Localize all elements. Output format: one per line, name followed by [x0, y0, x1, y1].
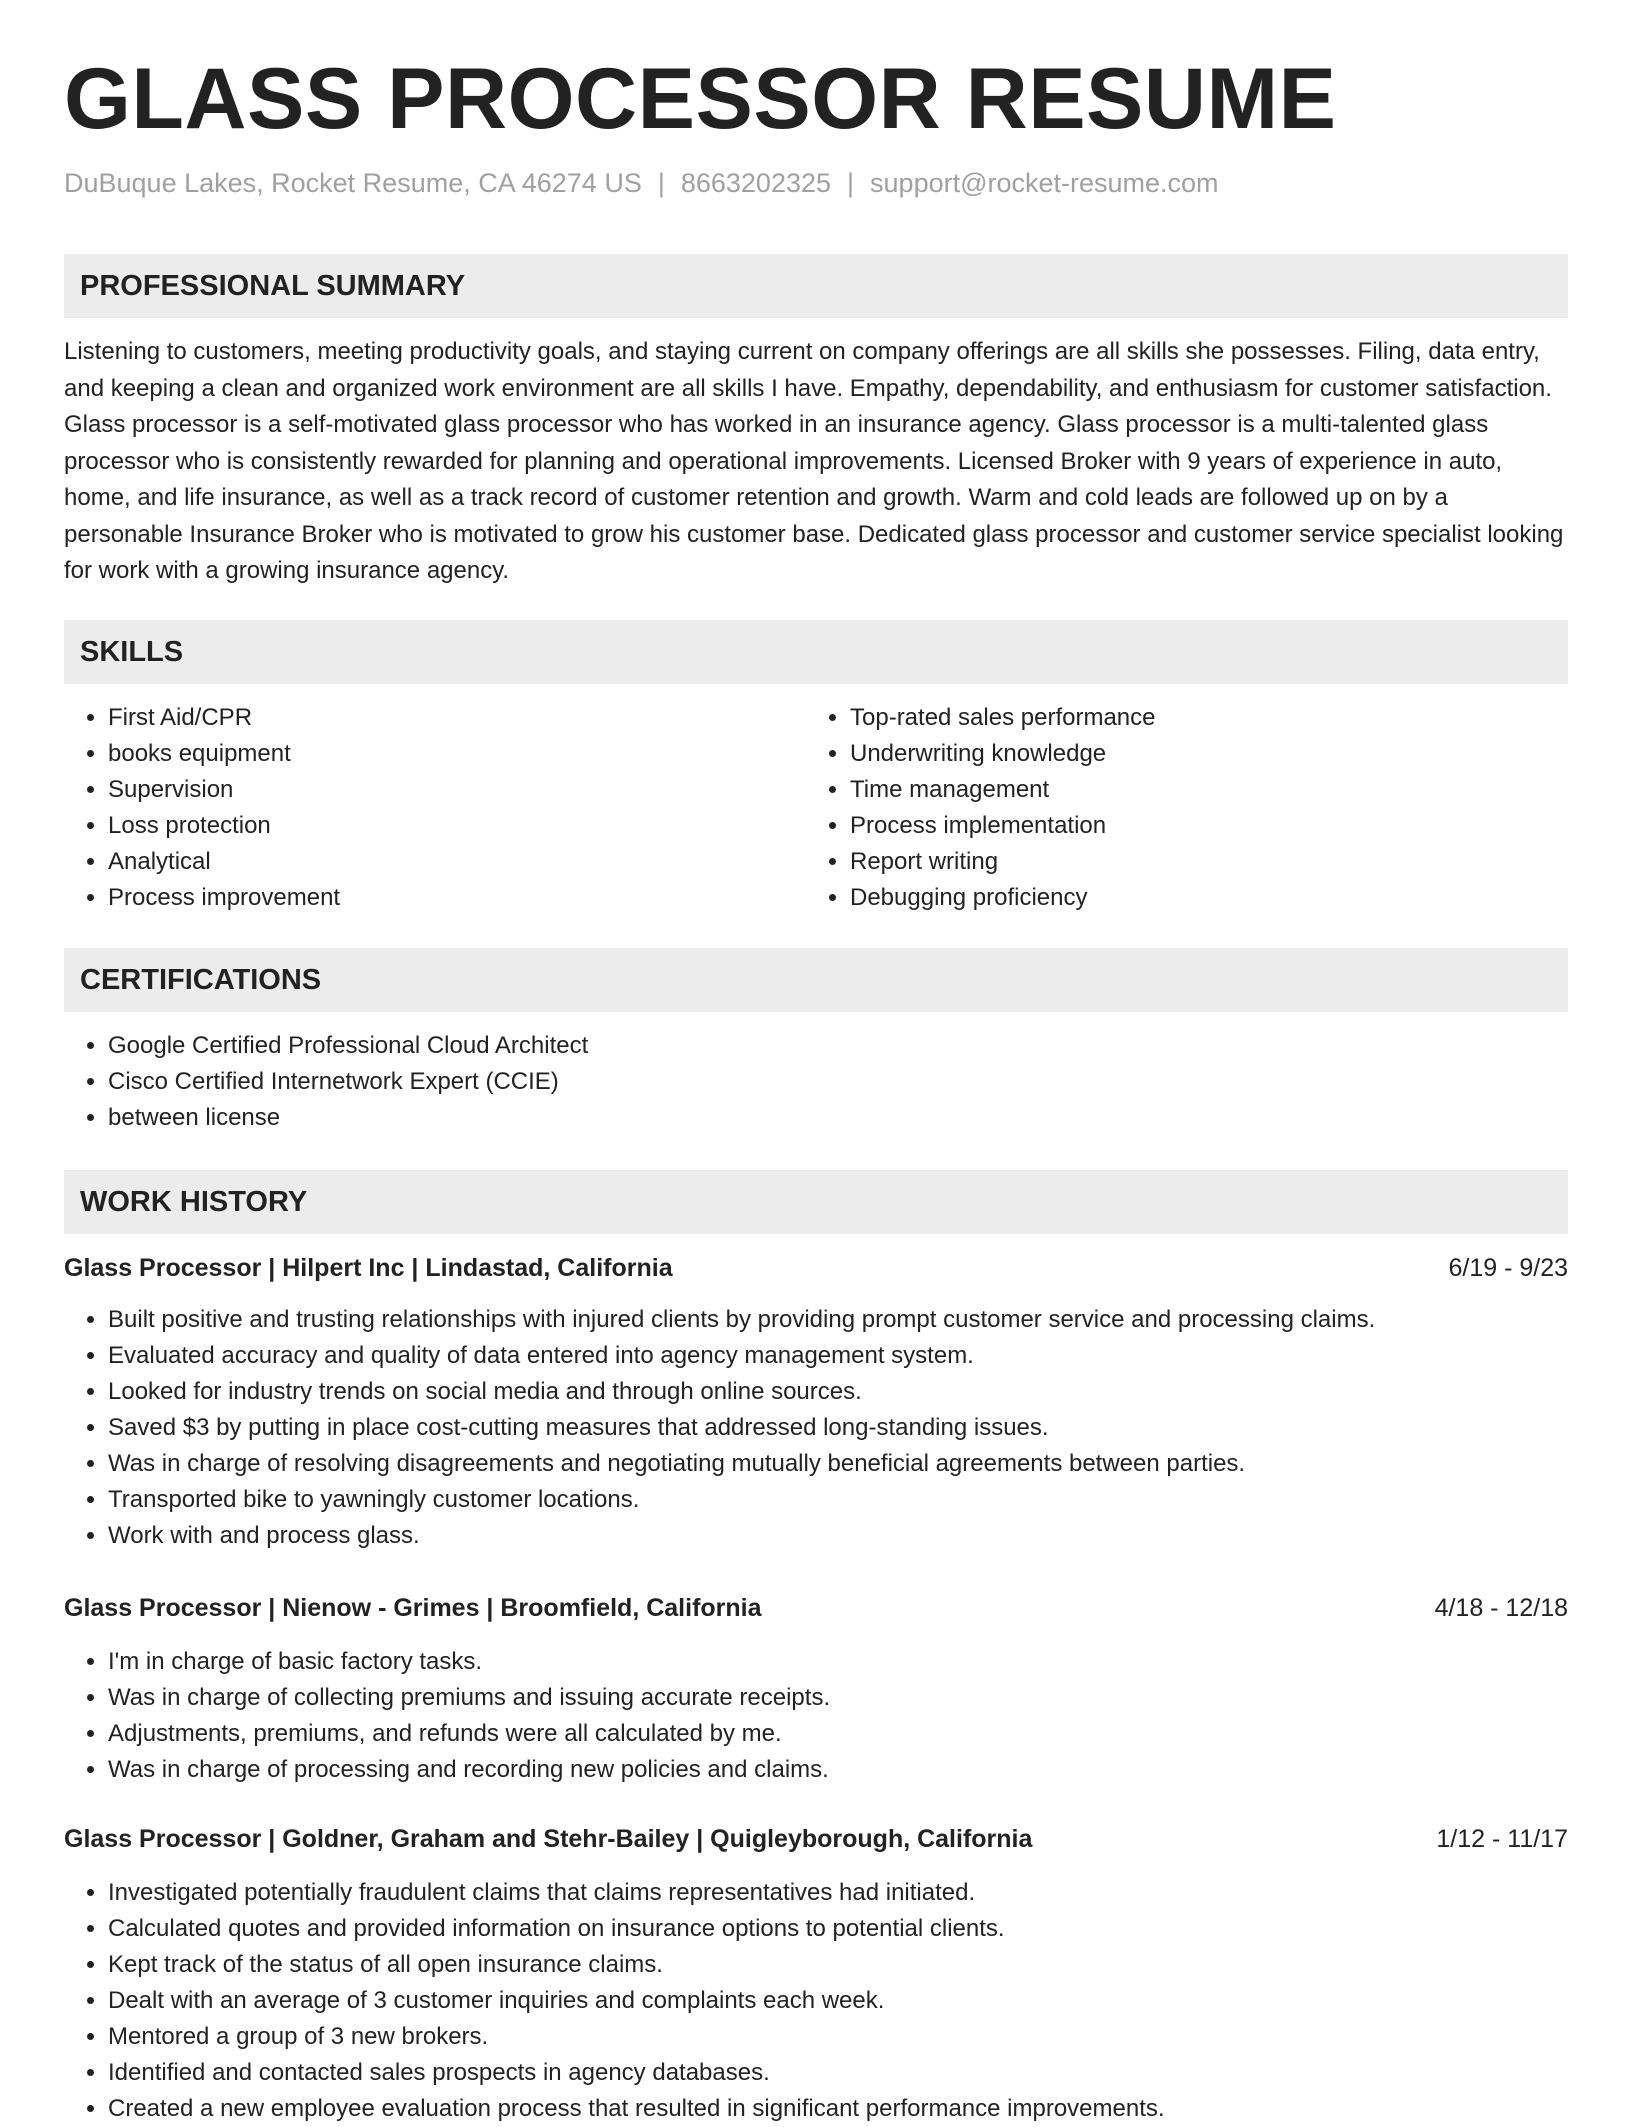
contact-separator: | — [847, 168, 855, 198]
skill-item: • Loss protection — [108, 808, 804, 844]
skill-item: • Analytical — [108, 844, 804, 880]
job-duties — [64, 1875, 1568, 2127]
skills-list-right — [806, 700, 1566, 916]
job-duty-list — [64, 1644, 1568, 1788]
job-duty-list — [64, 1302, 1568, 1554]
resume-title: GLASS PROCESSOR RESUME — [64, 51, 1337, 147]
job-duty-item: • Calculated quotes and provided information on insurance options to potential clients. — [108, 1911, 1568, 1947]
skill-item: • First Aid/CPR — [108, 700, 804, 736]
contact-separator: | — [657, 168, 665, 198]
certifications-list — [64, 1028, 588, 1136]
skill-item: • Process implementation — [850, 808, 1566, 844]
certifications-block — [64, 1028, 588, 1136]
job-duty-item: • Looked for industry trends on social media and through online sources. — [108, 1374, 1568, 1410]
job-duty-item: • Mentored a group of 3 new brokers. — [108, 2019, 1568, 2055]
skill-item: • Debugging proficiency — [850, 880, 1566, 916]
job-duty-item: • Kept track of the status of all open insurance claims. — [108, 1947, 1568, 1983]
job-duty-item: • Investigated potentially fraudulent claims that claims representatives had initiated. — [108, 1875, 1568, 1911]
skill-item: • Supervision — [108, 772, 804, 808]
certification-item: • between license — [108, 1100, 588, 1136]
job-heading — [64, 1594, 1568, 1623]
job-duty-item: • I'm in charge of basic factory tasks. — [108, 1644, 1568, 1680]
section-header-skills: SKILLS — [64, 620, 1568, 684]
job-heading — [64, 1825, 1568, 1854]
job-duty-list — [64, 1875, 1568, 2127]
contact-email: support@rocket-resume.com — [870, 168, 1219, 198]
job-duty-item: • Built positive and trusting relationships with injured clients by providing prompt customer service and processing claims. — [108, 1302, 1568, 1338]
job-duty-item: • Dealt with an average of 3 customer inquiries and complaints each week. — [108, 1983, 1568, 2019]
job-duty-item: • Was in charge of resolving disagreements and negotiating mutually beneficial agreements between parties. — [108, 1446, 1568, 1482]
skill-item: • books equipment — [108, 736, 804, 772]
certification-item: • Google Certified Professional Cloud Architect — [108, 1028, 588, 1064]
job-title: Glass Processor | Goldner, Graham and Stehr-Bailey | Quigleyborough, California — [64, 1825, 1033, 1853]
skill-item: • Time management — [850, 772, 1566, 808]
certification-item: • Cisco Certified Internetwork Expert (CCIE) — [108, 1064, 588, 1100]
job-duty-item: • Adjustments, premiums, and refunds were all calculated by me. — [108, 1716, 1568, 1752]
job-duties — [64, 1302, 1568, 1554]
skill-item: • Top-rated sales performance — [850, 700, 1566, 736]
job-duty-item: • Created a new employee evaluation process that resulted in significant performance improvements. — [108, 2091, 1568, 2127]
job-dates: 4/18 - 12/18 — [1434, 1594, 1568, 1622]
job-dates: 1/12 - 11/17 — [1436, 1825, 1568, 1853]
job-duty-item: • Identified and contacted sales prospects in agency databases. — [108, 2055, 1568, 2091]
job-duties — [64, 1644, 1568, 1788]
job-duty-item: • Was in charge of processing and recording new policies and claims. — [108, 1752, 1568, 1788]
section-header-certifications: CERTIFICATIONS — [64, 948, 1568, 1012]
contact-phone: 8663202325 — [680, 168, 832, 198]
job-title: Glass Processor | Hilpert Inc | Lindastad, California — [64, 1254, 673, 1282]
section-header-summary: PROFESSIONAL SUMMARY — [64, 254, 1568, 318]
section-header-work-history: WORK HISTORY — [64, 1170, 1568, 1234]
skills-list-left — [64, 700, 804, 916]
job-dates: 6/19 - 9/23 — [1448, 1254, 1568, 1282]
skill-item: • Underwriting knowledge — [850, 736, 1566, 772]
summary-text: Listening to customers, meeting productivity goals, and staying current on company offerings are all skills she possesses. Filing, data entry, and keeping a clean and organized work environment are all skills I have. Empathy, dependability, and enthusiasm for customer satisfaction. Glass processor is a self-motivated glass processor who has worked in an insurance agency. Glass processor is a multi-talented glass processor who is consistently rewarded for planning and operational improvements. Licensed Broker with 9 years of experience in auto, home, and life insurance, as well as a track record of customer retention and growth. Warm and cold leads are followed up on by a personable Insurance Broker who is motivated to grow his customer base. Dedicated glass processor and customer service specialist looking for work with a growing insurance agency. — [64, 338, 1564, 584]
skill-item: • Process improvement — [108, 880, 804, 916]
skills-column-right — [806, 700, 1566, 916]
skills-column-left — [64, 700, 804, 916]
job-duty-item: • Was in charge of collecting premiums and issuing accurate receipts. — [108, 1680, 1568, 1716]
job-duty-item: • Evaluated accuracy and quality of data entered into agency management system. — [108, 1338, 1568, 1374]
job-duty-item: • Work with and process glass. — [108, 1518, 1568, 1554]
job-duty-item: • Transported bike to yawningly customer locations. — [108, 1482, 1568, 1518]
job-duty-item: • Saved $3 by putting in place cost-cutting measures that addressed long-standing issues. — [108, 1410, 1568, 1446]
job-heading — [64, 1254, 1568, 1283]
job-title: Glass Processor | Nienow - Grimes | Broomfield, California — [64, 1594, 762, 1622]
contact-line — [64, 168, 1219, 199]
skill-item: • Report writing — [850, 844, 1566, 880]
contact-address: DuBuque Lakes, Rocket Resume, CA 46274 US — [64, 168, 642, 198]
